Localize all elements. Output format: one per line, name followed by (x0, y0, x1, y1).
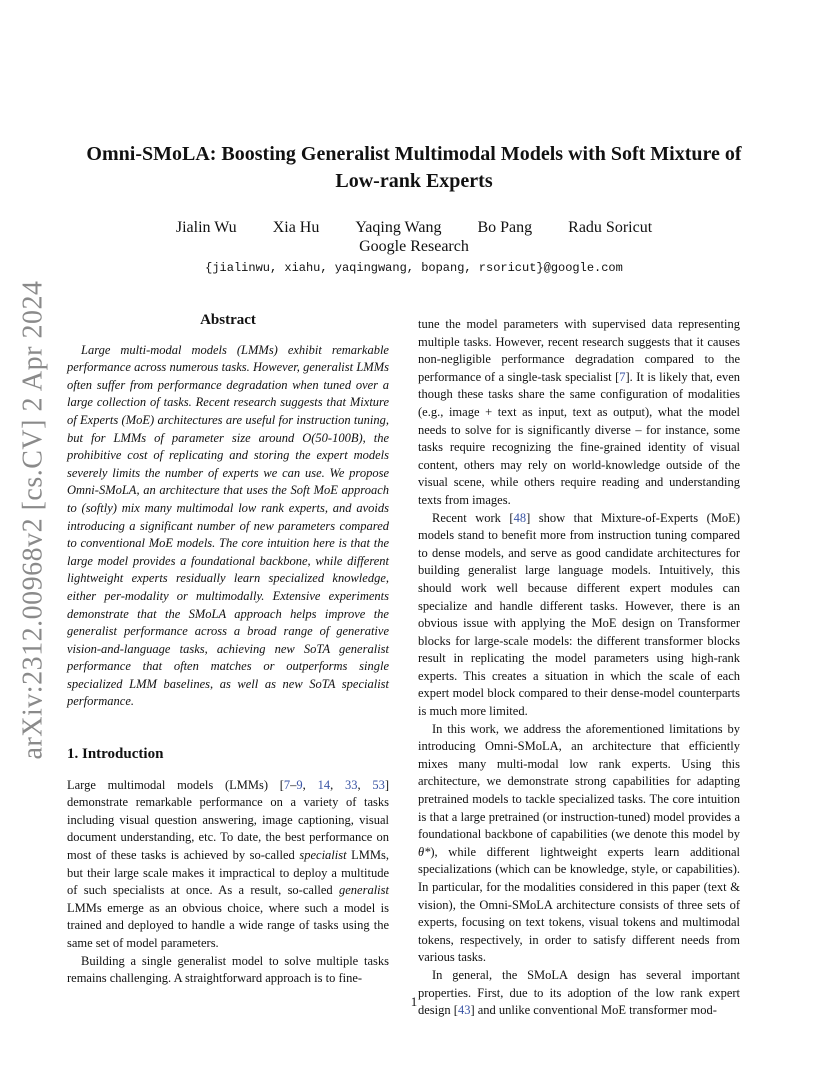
author-name: Jialin Wu (175, 219, 237, 236)
body-paragraph-1: tune the model parameters with supervised data representing multiple tasks. However, recent research suggests that it causes non-negligible performance degradation compared to the performance of a single-task specialist [7]. It is likely that, even though these tasks share the same configuration of modalities (e.g., image + text as input, text as output), what the model needs to solve for is significantly diverse – for instance, some tasks require recognizing the fine-grained identity of visual content, others may rely on world-knowledge outside of the visual scene, while others require reading and understanding texts from images. (418, 317, 740, 507)
body-paragraph-3: In this work, we address the aforementioned limitations by introducing Omni-SMoLA, an architecture that efficiently mixes many multi-modal low rank experts. Using this architecture, we demonstrate strong capabilities for adapting pretrained models to tackle specialized tasks. The core intuition is that a large pretrained (or instruction-tuned) model provides a foundational backbone of capabilities (we denote this model by θ*), while different lightweight experts learn additional specializations (which can be knowledge, style, or capabilities). In particular, for the modalities considered in this paper (text & vision), the Omni-SMoLA architecture consists of three sets of experts, focusing on text tokens, visual tokens and multimodal tokens, respectively, in order to satisfy different needs from various tasks. (418, 721, 740, 965)
citation-link[interactable]: 53 (372, 777, 385, 792)
title-line-1: Omni-SMoLA: Boosting Generalist Multimodal Models with Soft Mixture of (86, 143, 742, 165)
author-emails: {jialinwu, xiahu, yaqingwang, bopang, rsoricut}@google.com (205, 261, 623, 275)
introduction-heading: 1. Introduction (67, 746, 164, 763)
citation-link[interactable]: 33 (344, 777, 358, 792)
intro-paragraph-2: Building a single generalist model to solve multiple tasks remains challenging. A straightforward approach is to fine- (67, 953, 389, 986)
affiliation: Google Research (359, 238, 469, 255)
page-number: 1 (410, 994, 418, 1009)
citation-link[interactable]: 7 (283, 777, 291, 792)
arxiv-identifier-text: arXiv:2312.00968v2 [cs.CV] 2 Apr 2024 (17, 280, 48, 760)
math-symbol: θ* (418, 844, 431, 859)
author-name: Radu Soricut (568, 219, 653, 236)
citation-link[interactable]: 48 (513, 510, 527, 525)
author-name: Xia Hu (272, 219, 320, 236)
citation-link[interactable]: 7 (619, 369, 626, 384)
right-column (418, 316, 740, 1020)
citation-link[interactable]: 9 (296, 777, 303, 792)
author-name: Yaqing Wang (355, 219, 442, 236)
body-paragraph-2: Recent work [48] show that Mixture-of-Experts (MoE) models stand to benefit more from instruction tuning compared to dense models, and serve as good candidate architectures for building generalist large language models. Intuitively, this should work well because different expert modules can specialize and handle different tasks. However, there is an obvious issue with applying the MoE design on Transformer blocks for large-scale models: the different transformer blocks result in replicating the model parameters using high-rank experts. This creates a situation in which the scale of each expert model block compared to their dense-model counterparts is much more limited. (418, 510, 740, 719)
citation-link[interactable]: 14 (317, 777, 331, 792)
arxiv-identifier-stamp (4, 280, 62, 760)
abstract-heading: Abstract (200, 312, 256, 328)
abstract-text: Large multi-modal models (LMMs) exhibit remarkable performance across numerous tasks. However, generalist LMMs often suffer from performance degradation when tuned over a large collection of tasks. Recent research suggests that Mixture of Experts (MoE) architectures are useful for instruction tuning, but for LMMs of parameter size around O(50-100B), the prohibitive cost of replicating and storing the expert models severely limits the number of experts we can use. We propose Omni-SMoLA, an architecture that uses the Soft MoE approach to (softly) mix many multimodal low rank experts, and avoids introducing a significant number of new parameters compared to conventional MoE models. The core intuition here is that the large model provides a foundational backbone, while different lightweight experts residually learn specialized knowledge, either per-modality or multimodally. Extensive experiments demonstrate that the SMoLA approach helps improve the generalist performance across a broad range of generative vision-and-language tasks, achieving new SoTA generalist performance that often matches or outperforms single specialized LMM baselines, as well as new SoTA specialist performance. (67, 342, 389, 709)
author-list (60, 219, 768, 237)
author-name: Bo Pang (477, 219, 533, 236)
paper-title (60, 141, 768, 195)
citation-link[interactable]: 43 (457, 1003, 471, 1018)
body-paragraph-4: In general, the SMoLA design has several important properties. First, due to its adoption of the low rank expert design [43] and unlike conventional MoE transformer mod- (418, 967, 740, 1018)
intro-paragraph-1: Large multimodal models (LMMs) [7–9, 14, 33, 53] demonstrate remarkable performance on a variety of tasks including visual question answering, image captioning, visual document understanding, etc. To date, the best performance on most of these tasks is achieved by so-called specialist LMMs, but their large scale makes it impractical to deploy a multitude of such specialists at once. As a result, so-called generalist LMMs emerge as an obvious choice, where such a model is trained and deployed to handle a wide range of tasks using the same set of model parameters. (67, 777, 390, 950)
title-line-2: Low-rank Experts (335, 170, 493, 192)
left-column (67, 312, 389, 988)
